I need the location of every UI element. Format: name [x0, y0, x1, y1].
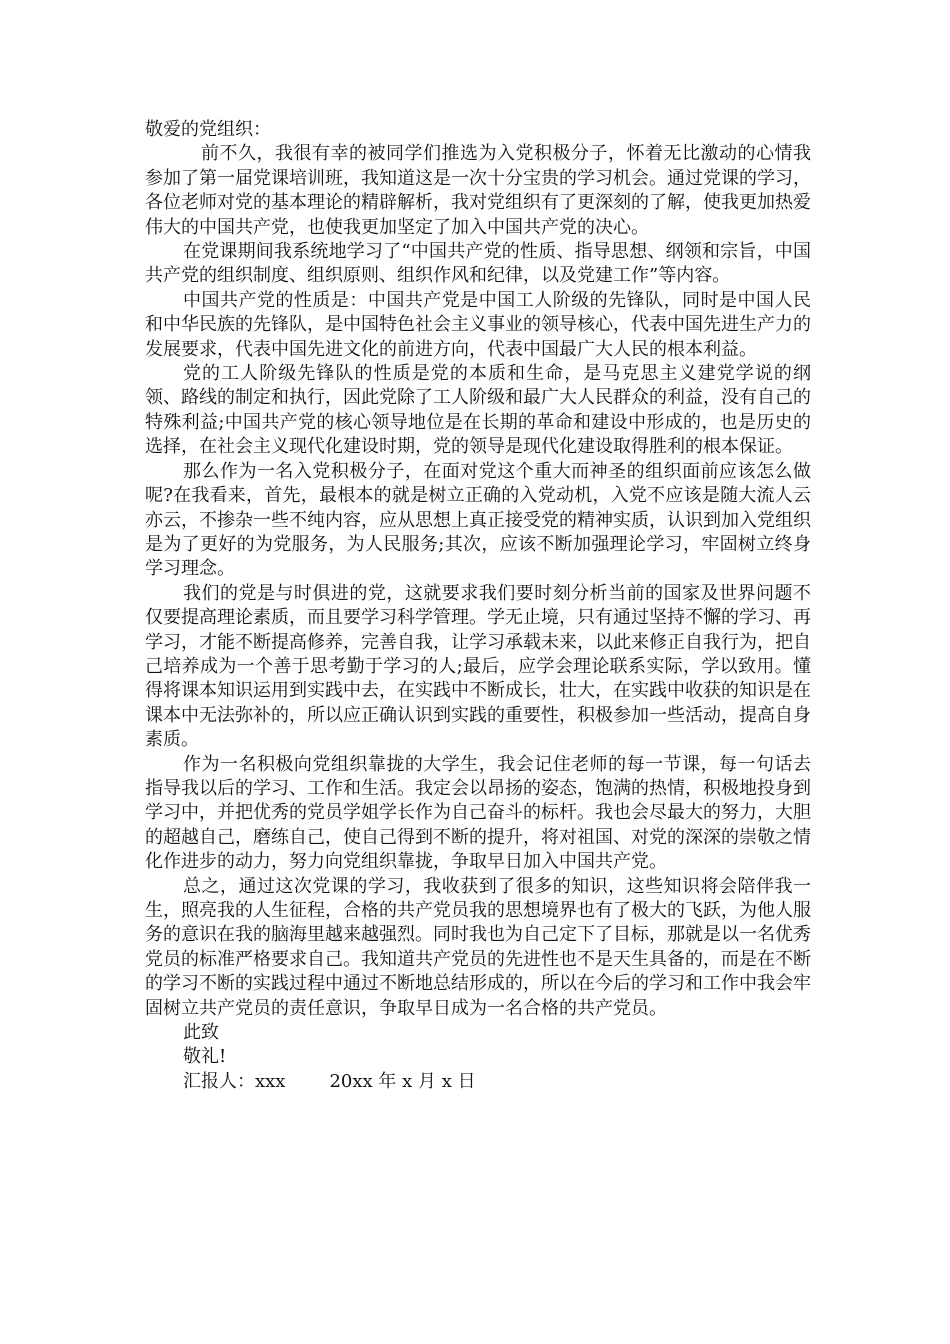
reporter-name: 汇报人：xxx: [183, 1070, 286, 1092]
paragraph-motivation: 那么作为一名入党积极分子，在面对党这个重大而神圣的组织面前应该怎么做呢?在我看来，首先，最根本的就是树立正确的入党动机，入党不应该是随大流人云亦云，不掺杂一些不纯内容，应从思想上真正接受党的精神实质，认识到加入党组织是为了更好的为党服务，为人民服务;其次，应该不断加强理论学习，牢固树立终身学习理念。: [145, 460, 811, 580]
paragraph-course-content: 在党课期间我系统地学习了“中国共产党的性质、指导思想、纲领和宗旨，中国共产党的组织制度、组织原则、组织作风和纪律，以及党建工作”等内容。: [145, 241, 811, 287]
paragraph-commitment: 作为一名积极向党组织靠拢的大学生，我会记住老师的每一节课，每一句话去指导我以后的学习、工作和生活。我定会以昂扬的姿态，饱满的热情，积极地投身到学习中，并把优秀的党员学姐学长作为自己奋斗的标杆。我也会尽最大的努力，大胆的超越自己，磨练自己，使自己得到不断的提升，将对祖国、对党的深深的崇敬之情化作进步的动力，努力向党组织靠拢，争取早日加入中国共产党。: [145, 753, 811, 873]
paragraph-party-nature: 中国共产党的性质是：中国共产党是中国工人阶级的先锋队，同时是中国人民和中华民族的先锋队，是中国特色社会主义事业的领导核心，代表中国先进生产力的发展要求，代表中国先进文化的前进方向，代表中国最广大人民的根本利益。: [145, 289, 811, 360]
salutation: 敬爱的党组织：: [145, 119, 271, 140]
closing-line-2: 敬礼!: [183, 1046, 227, 1068]
paragraph-intro: 前不久，我很有幸的被同学们推选为入党积极分子，怀着无比激动的心情我参加了第一届党课培训班，我知道这是一次十分宝贵的学习机会。通过党课的学习，各位老师对党的基本理论的精辟解析，我对党组织有了更深刻的了解，使我更加热爱伟大的中国共产党，也使我更加坚定了加入中国共产党的决心。: [145, 143, 811, 238]
report-document: [145, 118, 811, 1094]
paragraph-learning: 我们的党是与时俱进的党，这就要求我们要时刻分析当前的国家及世界问题不仅要提高理论素质，而且要学习科学管理。学无止境，只有通过坚持不懈的学习、再学习，才能不断提高修养，完善自我，让学习承载未来，以此来修正自我行为，把自己培养成为一个善于思考勤于学习的人;最后，应学会理论联系实际，学以致用。懂得将课本知识运用到实践中去，在实践中不断成长，壮大，在实践中收获的知识是在课本中无法弥补的，所以应正确认识到实践的重要性，积极参加一些活动，提高自身素质。: [145, 582, 811, 751]
signature-line: [145, 1070, 811, 1094]
report-date: 20xx 年 x 月 x 日: [329, 1070, 476, 1092]
closing-line-1: 此致: [183, 1022, 219, 1044]
paragraph-vanguard: 党的工人阶级先锋队的性质是党的本质和生命，是马克思主义建党学说的纲领、路线的制定和执行，因此党除了工人阶级和最广大人民群众的利益，没有自己的特殊利益;中国共产党的核心领导地位是在长期的革命和建设中形成的，也是历史的选择，在社会主义现代化建设时期，党的领导是现代化建设取得胜利的根本保证。: [145, 363, 811, 458]
paragraph-conclusion: 总之，通过这次党课的学习，我收获到了很多的知识，这些知识将会陪伴我一生，照亮我的人生征程，合格的共产党员我的思想境界也有了极大的飞跃，为他人服务的意识在我的脑海里越来越强烈。同时我也为自己定下了目标，那就是以一名优秀党员的标准严格要求自己。我知道共产党员的先进性也不是天生具备的，而是在不断的学习不断的实践过程中通过不断地总结形成的，所以在今后的学习和工作中我会牢固树立共产党员的责任意识，争取早日成为一名合格的共产党员。: [145, 875, 811, 1019]
